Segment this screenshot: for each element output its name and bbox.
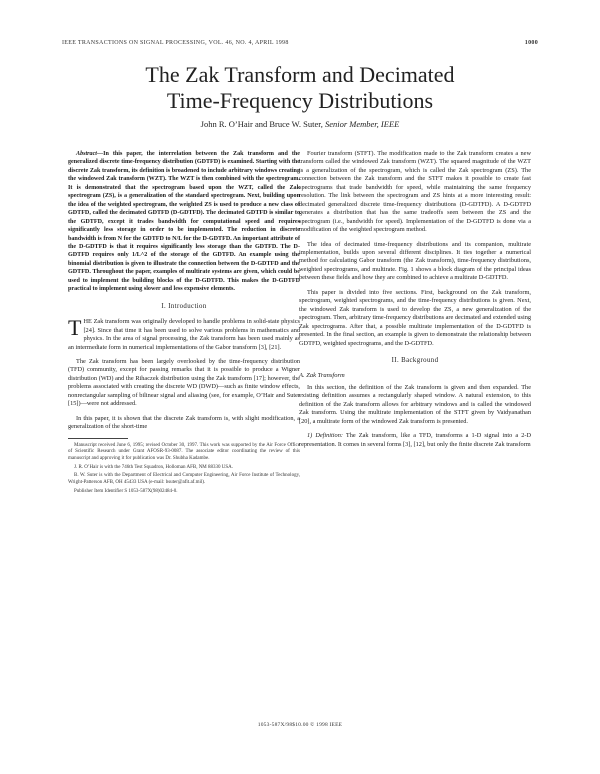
section-heading-background: II. Background — [391, 356, 439, 364]
footnotes — [68, 443, 300, 496]
title-line-1: The Zak Transform and Decimated — [145, 62, 455, 87]
subsection-heading-zak: A. Zak Transform — [299, 372, 345, 380]
author-membership: Senior Member, IEEE — [324, 119, 400, 129]
body-paragraph-2: The idea of decimated time-frequency distributions and its companion, multirate implementation, builds upon several different disciplines. It ties together a numerical method for calculating Gabor transform (the Zak transform), time-frequency distributions, weighted spectrograms, and multirate. Fig. 1 shows a block diagram of the principal ideas between these fields and how they are combined to achieve a multirate D-GDTFD. — [299, 240, 531, 282]
abstract — [68, 150, 300, 294]
left-column — [68, 150, 300, 498]
publication-identifier: 1053-587X/98$10.00 © 1998 IEEE — [257, 722, 343, 728]
section-heading-introduction: I. Introduction — [161, 302, 207, 310]
footnote-author-1: J. R. O’Hair is with the 746th Test Squadron, Holloman AFB, NM 88330 USA. — [74, 464, 234, 470]
body-paragraph-1: Fourier transform (STFT). The modification made to the Zak transform creates a new transform called the windowed Zak transform (WZT). The squared magnitude of the WZT is a generalization of the spectrogram, which is called the Zak spectrogram (ZS). The connection between the Zak transform and the STFT makes it possible to create fast spectrograms that trade bandwidth for speed, while maintaining the same frequency resolution. The link between the spectrogram and ZS hints at a more interesting result: decimated generalized discrete time-frequency distributions (D-GDTFD). A D-GDTFD generates a distribution that has the same tradeoffs seen between the ZS and the spectrogram (i.e., bandwidth for speed). Implementation of the D-GDTFD is done via a modification of the weighted spectrogram method. — [299, 150, 531, 234]
body-paragraph-5: 1) Definition: The Zak transform, like a TFD, transforms a 1-D signal into a 2-D representation. It comes in several forms [3], [12], but only the finite discrete Zak transform — [299, 432, 531, 448]
author-names: John R. O’Hair and Bruce W. Suter, — [200, 119, 323, 129]
drop-cap: T — [68, 315, 82, 341]
footnote-author-2: B. W. Suter is with the Department of Electrical and Computer Engineering, Air Force Institute of Technology, Wright-Patterson AFB, OH 45433 USA (e-mail: bsuter@afit.af.mil). — [68, 473, 300, 486]
running-header — [62, 40, 538, 52]
author-line — [0, 119, 600, 129]
introduction — [68, 315, 300, 431]
intro-paragraph-2: The Zak transform has been largely overlooked by the time-frequency distribution (TFD) community, except for passing remarks that it is possible to produce a Wigner distribution (WD) and the Rihaczek distribution using the Zak transform [17]; however, the problems associated with creating the discrete WD (DWD)—such as finite window effects, nonrectangular sampling of bilinear signal and aliasing (see, for example, O’Hair and Suter [15])—were not addressed. — [68, 357, 300, 408]
footnote-manuscript: Manuscript received June 6, 1995; revised October 30, 1997. This work was supported by the Air Force Office of Scientific Research under Grant AFOSR-93-0087. The associate editor coordinating the review of this manuscript and approving it for publication was Dr. Shubha Kadambe. — [68, 442, 300, 461]
title-line-2: Time-Frequency Distributions — [166, 88, 434, 113]
paper-title — [0, 62, 600, 114]
intro-paragraph-3: In this paper, it is shown that the discrete Zak transform is, with slight modification, a generalization of the short-time — [68, 414, 300, 431]
intro-paragraph-1: THE Zak transform was originally developed to handle problems in solid-state physics [24]. Since that time it has been used to solve various problems in mathematics and physics. In the area of signal processing, the Zak transform has been used mainly as an intermediate form in numerical implementations of the Gabor transform [3], [21]. — [68, 315, 300, 351]
right-column — [299, 150, 531, 455]
abstract-label: Abstract— — [76, 151, 104, 157]
definition-label: 1) Definition: — [307, 432, 343, 440]
journal-header: IEEE TRANSACTIONS ON SIGNAL PROCESSING, VOL. 46, NO. 4, APRIL 1998 — [62, 40, 289, 46]
abstract-text: In this paper, the interrelation between the Zak transform and the generalized discrete time-frequency distribution (GDTFD) is examined. Starting with the discrete Zak transform, its definition is broadened to include arbitrary windows creating the windowed Zak transform (WZT). The WZT is then combined with the spectrogram. It is demonstrated that the spectrogram based upon the WZT, called the Zak spectrogram (ZS), is a generalization of the standard spectrogram. Next, building upon the idea of the weighted spectrogram, the weighted ZS is used to produce a new class of GDTFD, called the decimated GDTFD (D-GDTFD). The decimated GDTFD is similar to the GDTFD, except it trades bandwidth for computational speed and requires significantly less storage in order to be implemented. The reduction in discrete bandwidth is from N for the GDTFD to N/L for the D-GDTFD. An important attribute of the D-GDTFD is that it requires significantly less storage than the GDTFD. The D-GDTFD requires only 1/L^2 of the storage of the GDTFD. An example using the binomial distribution is given to illustrate the connection between the D-GDTFD and the GDTFD. Throughout the paper, examples of multirate systems are given, which could be used to implement the building blocks of the D-GDTFD. This makes the D-GDTFD practical to implement using slower and less expensive elements. — [68, 151, 300, 293]
footnote-rule — [68, 438, 128, 439]
body-paragraph-3: This paper is divided into five sections. First, background on the Zak transform, spectrogram, weighted spectrograms, and the time-frequency distributions is given. Next, the windowed Zak transform is used to develop the ZS, a new generalization of the spectrogram. Then, arbitrary time-frequency distributions are decimated and extended using Zak spectrograms. After that, a possible multirate implementation of the D-GDTFD is presented. In the final section, an example is given to demonstrate the relationship between GDTFD, weighted spectrograms, and the D-GDTFD. — [299, 288, 531, 347]
page-number: 1000 — [524, 40, 538, 46]
body-paragraph-4: In this section, the definition of the Zak transform is given and then expanded. The existing definition assumes a rectangularly shaped window. A natural extension, to this definition of the Zak transform allows for arbitrary windows and is called the windowed Zak transform. Using the multirate implementation of the STFT given by Vaidyanathan [20], a multirate form of the windowed Zak transform is presented. — [299, 383, 531, 425]
footnote-publisher-id: Publisher Item Identifier S 1053-587X(98)02484-0. — [74, 488, 178, 494]
